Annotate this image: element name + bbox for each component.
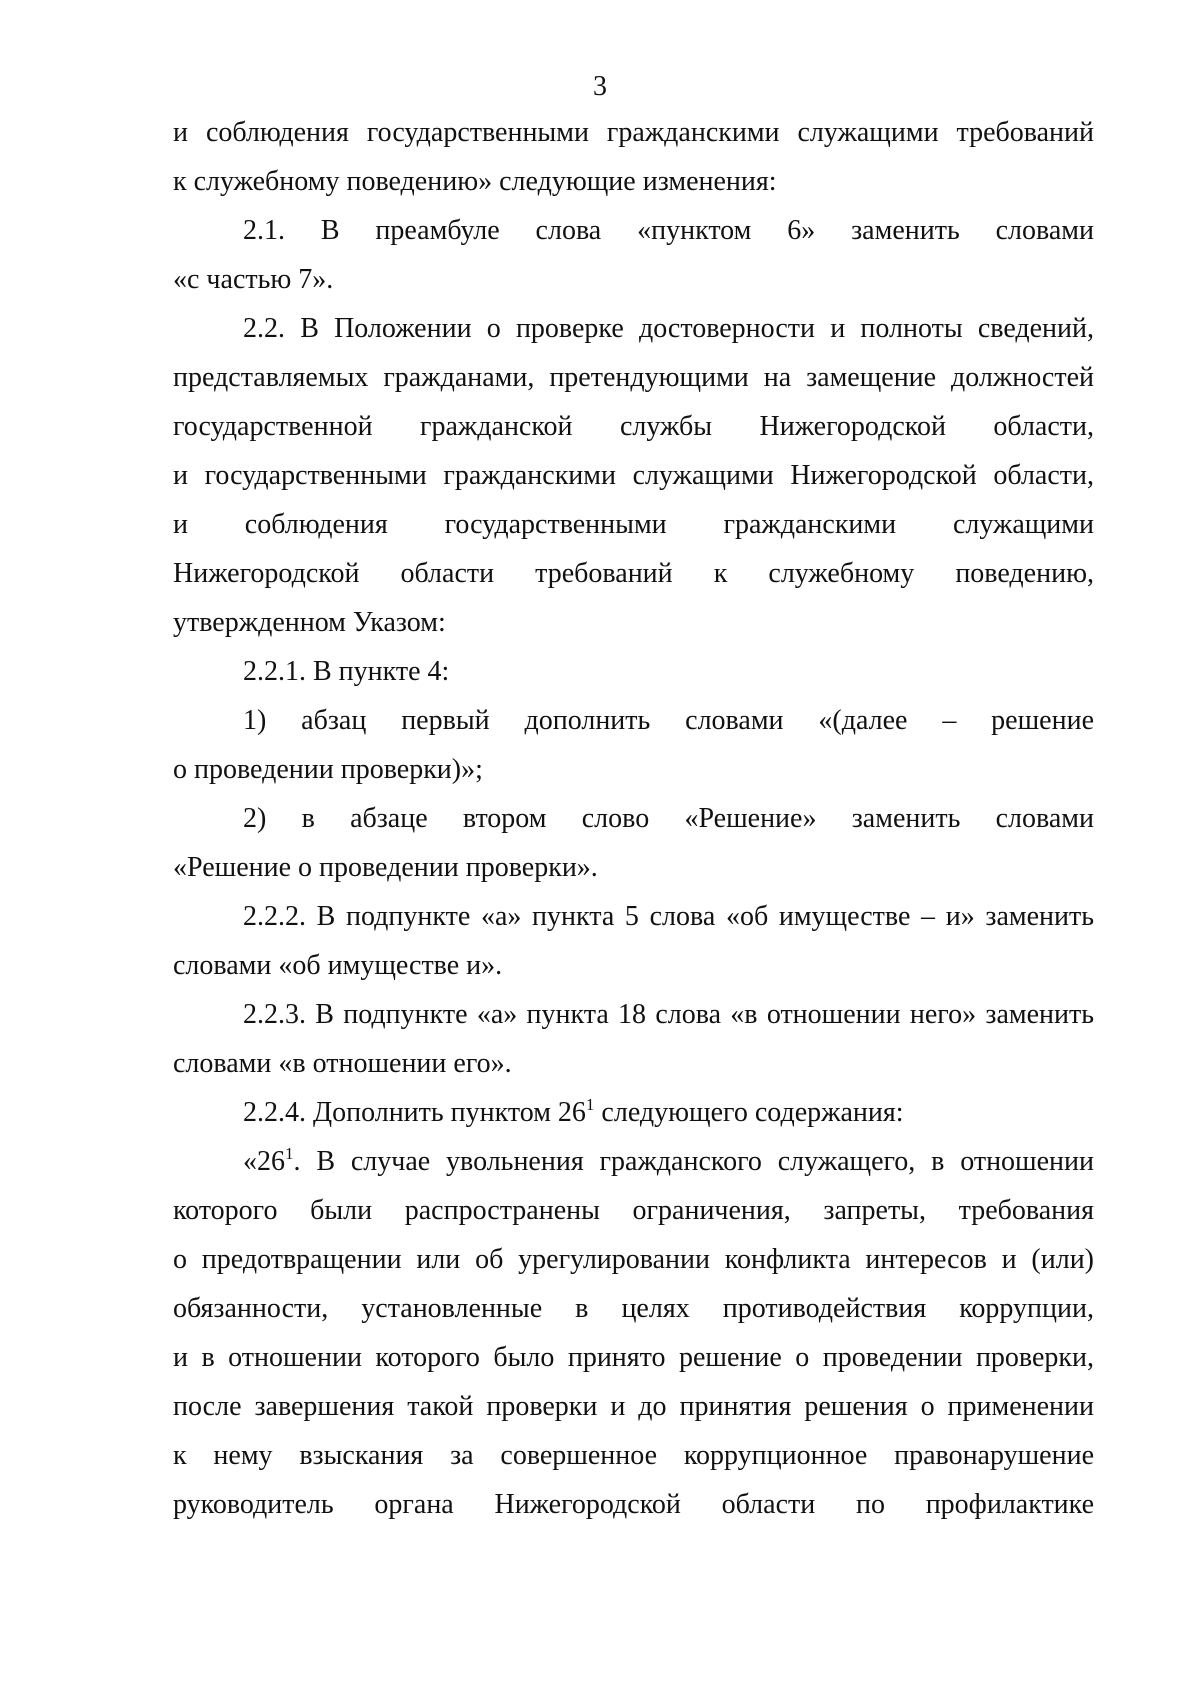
page-number: 3 <box>593 71 607 102</box>
text-line: 2.1. В преамбуле слова «пунктом 6» заменить словами <box>243 215 1094 246</box>
text-line: и в отношении которого было принято решение о проведении проверки, <box>173 1342 1094 1373</box>
text-line: 2.2.3. В подпункте «а» пункта 18 слова «в отношении него» заменить <box>243 999 1094 1030</box>
text-line: 2.2.2. В подпункте «а» пункта 5 слова «об имуществе – и» заменить <box>243 901 1094 932</box>
paragraph-2-2-4 <box>173 1088 1094 1137</box>
paragraph-intro-continuation <box>173 108 1094 206</box>
text-line: о проведении проверки)»; <box>173 754 483 785</box>
text-line: к служебному поведению» следующие изменения: <box>173 166 777 197</box>
superscript: 1 <box>285 1144 294 1163</box>
text-line: государственной гражданской службы Нижегородской области, <box>173 411 1094 442</box>
text-line: «Решение о проведении проверки». <box>173 852 598 883</box>
text-line <box>173 1137 1094 1186</box>
text-line: и соблюдения государственными гражданскими служащими <box>173 509 1094 540</box>
text-line: после завершения такой проверки и до принятия решения о применении <box>173 1391 1094 1422</box>
text-line: 2.2.1. В пункте 4: <box>243 656 450 687</box>
text-line: утвержденном Указом: <box>173 607 446 638</box>
text-line: о предотвращении или об урегулировании конфликта интересов и (или) <box>173 1244 1094 1275</box>
text-line: руководитель органа Нижегородской области по профилактике <box>173 1489 1094 1520</box>
text-line: 1) абзац первый дополнить словами «(далее – решение <box>243 705 1094 736</box>
text-fragment: 2.2.4. Дополнить пунктом 26 <box>243 1097 586 1128</box>
text-line: 2.2. В Положении о проверке достоверности и полноты сведений, <box>243 313 1094 344</box>
paragraph-2-1 <box>173 206 1094 304</box>
text-line: к нему взыскания за совершенное коррупционное правонарушение <box>173 1440 1094 1471</box>
text-line: Нижегородской области требований к служебному поведению, <box>173 558 1094 589</box>
text-line: словами «в отношении его». <box>173 1048 512 1079</box>
paragraph-2-2-1-item-2 <box>173 794 1094 892</box>
text-line: «с частью 7». <box>173 264 334 295</box>
text-line: словами «об имуществе и». <box>173 950 503 981</box>
document-body <box>173 108 1094 1529</box>
paragraph-26-1-quote <box>173 1137 1094 1529</box>
paragraph-2-2 <box>173 304 1094 647</box>
text-line: обязанности, установленные в целях противодействия коррупции, <box>173 1293 1094 1324</box>
text-fragment: следующего содержания: <box>594 1097 904 1128</box>
paragraph-2-2-1-item-1 <box>173 696 1094 794</box>
text-line: 2) в абзаце втором слово «Решение» заменить словами <box>243 803 1094 834</box>
superscript: 1 <box>585 1095 595 1114</box>
text-line <box>173 1088 1094 1137</box>
text-line: и соблюдения государственными гражданскими служащими требований <box>173 117 1094 148</box>
text-fragment: . В случае увольнения гражданского служащего, в отношении <box>293 1146 1094 1177</box>
paragraph-2-2-2 <box>173 892 1094 990</box>
text-line: которого были распространены ограничения, запреты, требования <box>173 1195 1094 1226</box>
paragraph-2-2-3 <box>173 990 1094 1088</box>
text-line: и государственными гражданскими служащими Нижегородской области, <box>173 460 1094 491</box>
text-line: представляемых гражданами, претендующими на замещение должностей <box>173 362 1094 393</box>
paragraph-2-2-1 <box>173 647 1094 696</box>
text-fragment: «26 <box>243 1146 285 1177</box>
